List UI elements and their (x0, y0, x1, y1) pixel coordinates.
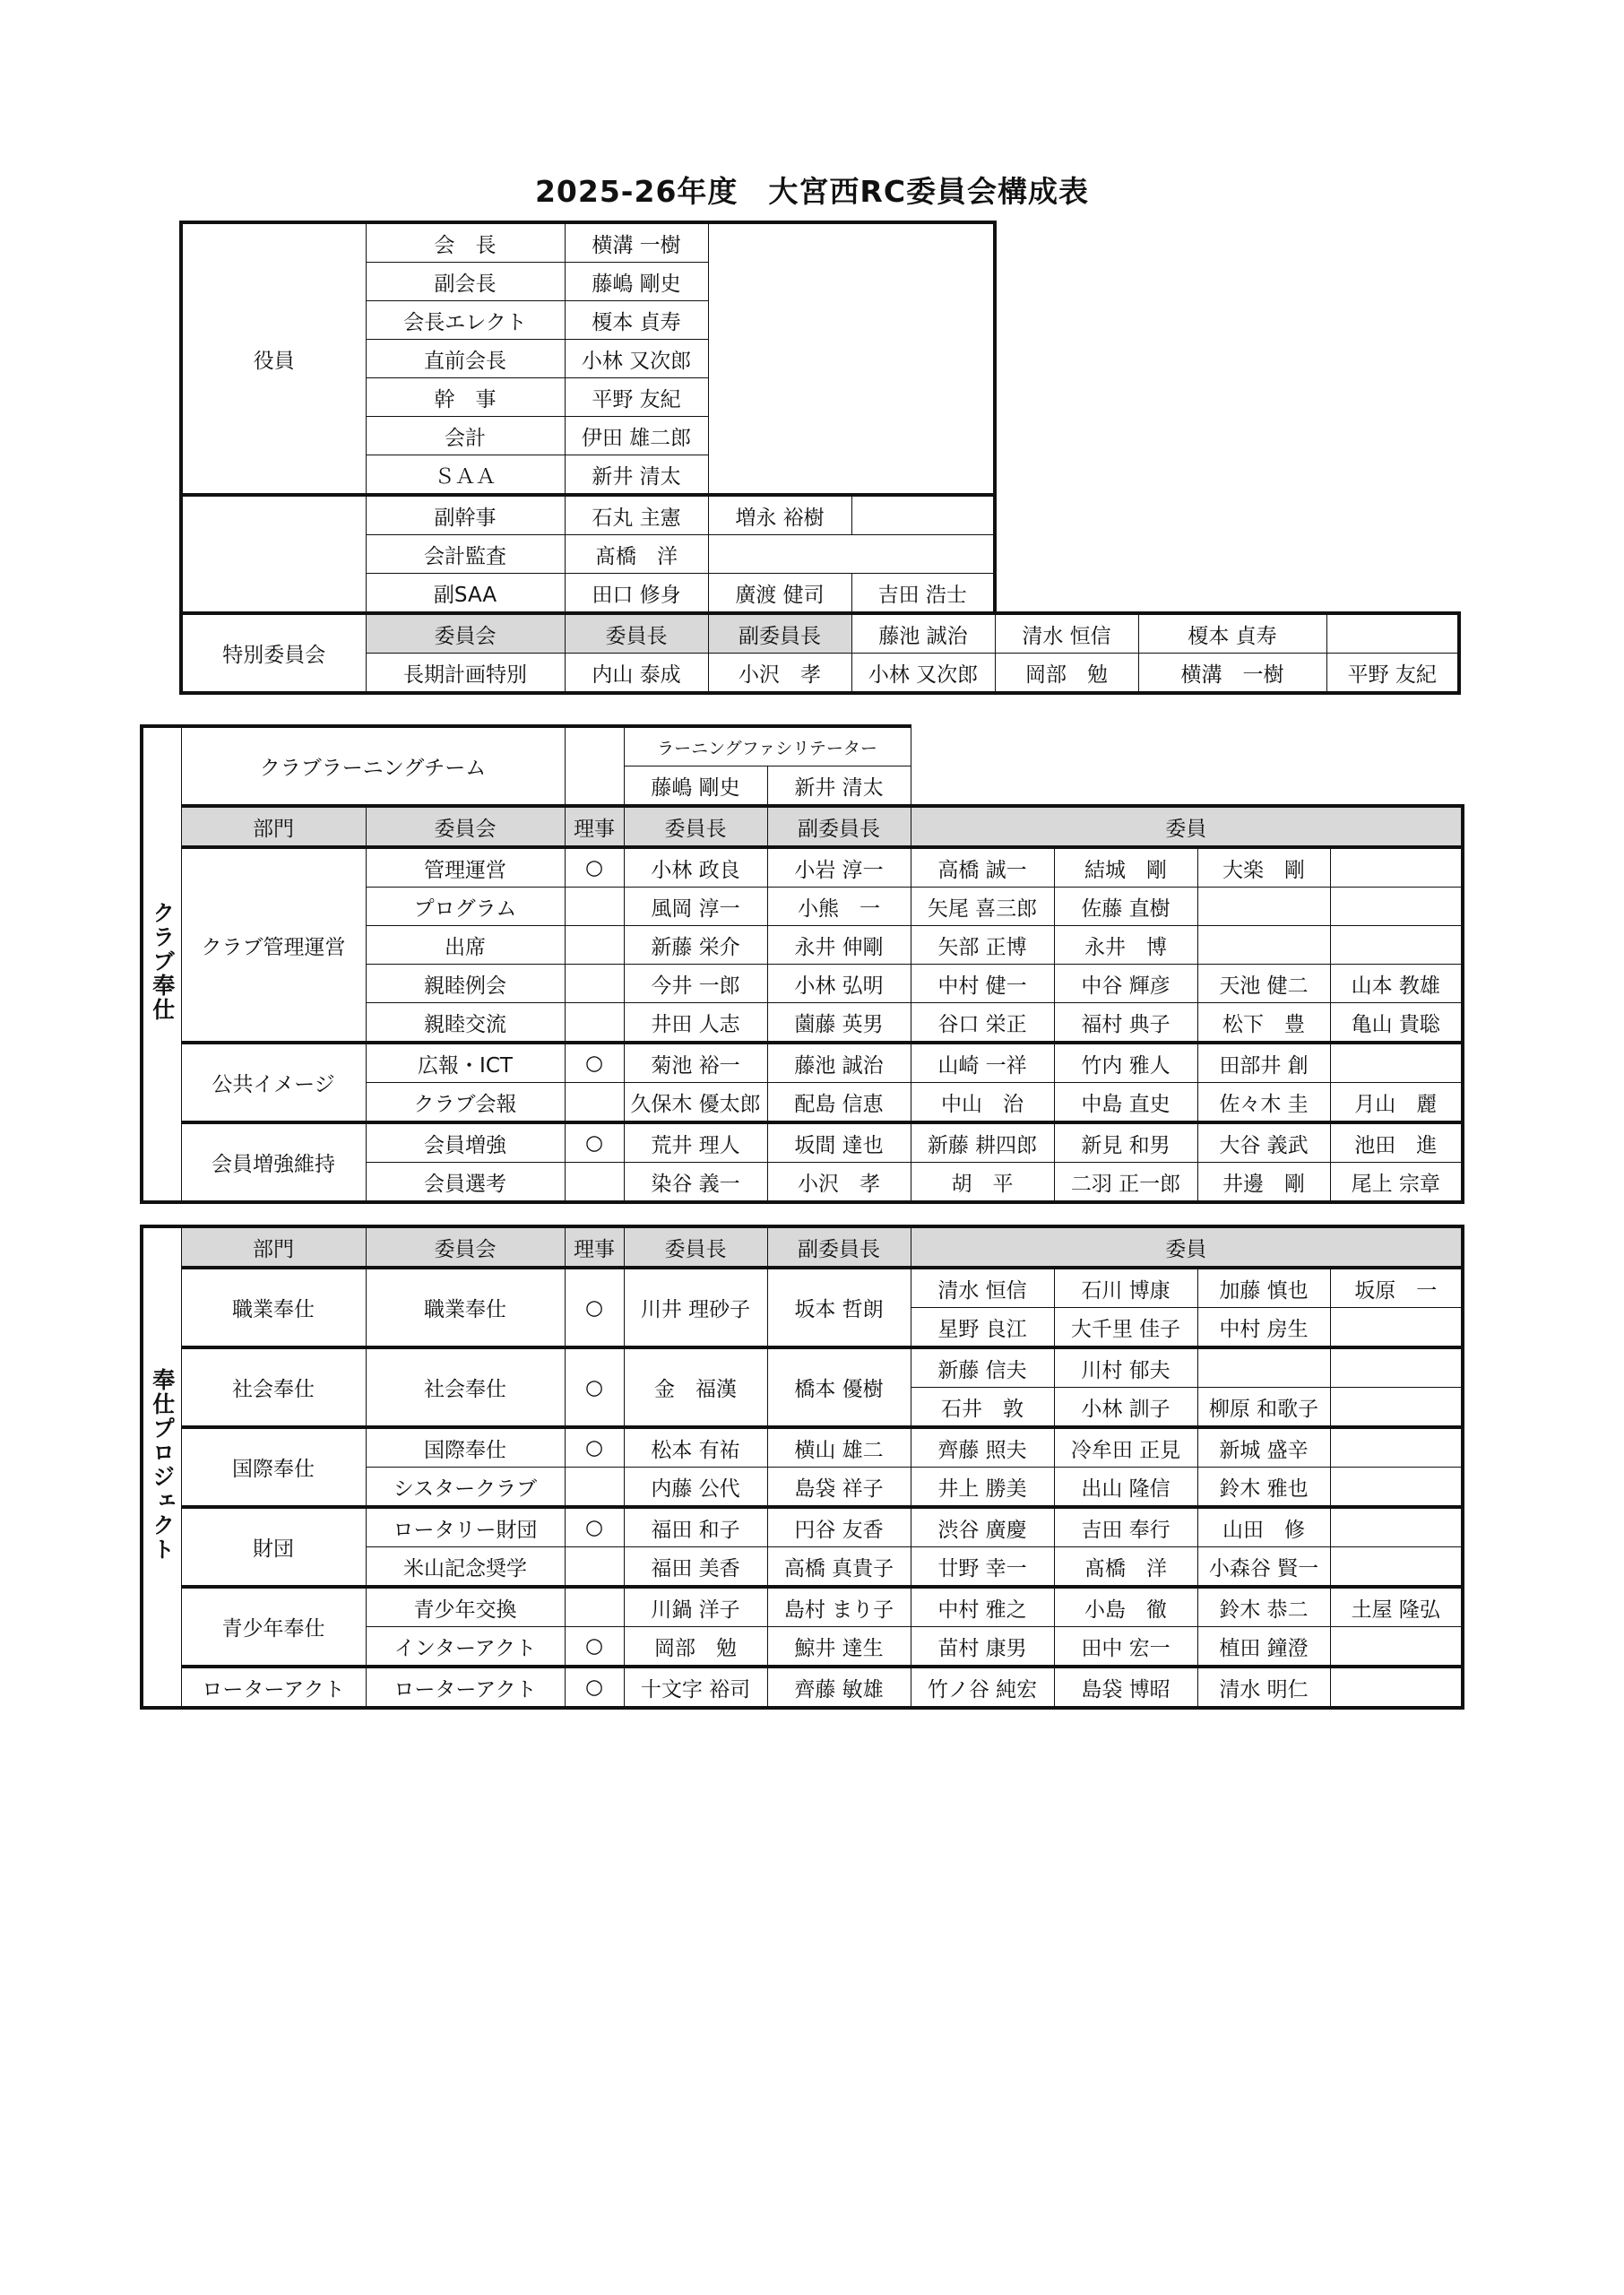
committee-row (142, 1427, 1463, 1468)
committee-name: 社会奉仕 (366, 1347, 565, 1427)
header-row (142, 1226, 1463, 1268)
deputy-role: 副幹事 (366, 495, 565, 535)
member-name: 佐藤 直樹 (1054, 888, 1197, 926)
member-name (1330, 1667, 1463, 1708)
member-name: 福村 典子 (1054, 1003, 1197, 1044)
member-name (1330, 1507, 1463, 1547)
member-name (1197, 926, 1330, 965)
column-header: 理事 (565, 1226, 624, 1268)
spacer (995, 535, 1459, 574)
member-name (1330, 847, 1463, 888)
spacer (995, 222, 1459, 495)
member-name: 川村 郁夫 (1054, 1347, 1197, 1388)
chair-name: 風岡 淳一 (624, 888, 767, 926)
member-name: 永井 博 (1054, 926, 1197, 965)
deputy-row (181, 495, 1459, 535)
committee-row (142, 1347, 1463, 1388)
member-name: 佐々木 圭 (1197, 1083, 1330, 1123)
vice-chair-name: 小岩 淳一 (767, 847, 911, 888)
column-header: 委員会 (366, 1226, 565, 1268)
vice-chair-name: 島袋 祥子 (767, 1468, 911, 1508)
member-name: 竹内 雅人 (1054, 1043, 1197, 1083)
member-name: 吉田 奉行 (1054, 1507, 1197, 1547)
officer-name: 新井 清太 (565, 455, 708, 496)
member-name: 新見 和男 (1054, 1122, 1197, 1163)
member-name: 胡 平 (911, 1163, 1054, 1203)
spacer (911, 726, 1463, 806)
vice-chair-name: 藤池 誠治 (767, 1043, 911, 1083)
officer-name: 平野 友紀 (565, 378, 708, 417)
member-name: 岡部 勉 (995, 654, 1138, 694)
board-mark (565, 926, 624, 965)
committee-row (142, 1667, 1463, 1708)
member-name (1330, 888, 1463, 926)
committee-name: 長期計画特別 (366, 654, 565, 694)
department-name: 会員増強維持 (181, 1122, 366, 1202)
department-name: クラブ管理運営 (181, 847, 366, 1043)
deputy-name: 増永 裕樹 (708, 495, 851, 535)
page-title: 2025-26年度 大宮西RC委員会構成表 (534, 174, 1090, 209)
officers-group-label: 役員 (181, 222, 366, 495)
officer-role: ＳＡＡ (366, 455, 565, 496)
blank-cell (565, 726, 624, 806)
committee-name: インターアクト (366, 1627, 565, 1667)
column-header: 委員長 (565, 613, 708, 654)
board-mark (565, 965, 624, 1003)
board-mark: ○ (565, 1667, 624, 1708)
committee-row (142, 847, 1463, 888)
facilitator-name: 藤嶋 剛史 (624, 766, 767, 807)
chair-name: 川井 理砂子 (624, 1268, 767, 1347)
officer-name: 横溝 一樹 (565, 222, 708, 263)
officer-name: 榎本 貞寿 (565, 301, 708, 340)
committee-row (142, 1507, 1463, 1547)
board-mark (565, 1547, 624, 1588)
committee-row (142, 1122, 1463, 1163)
board-mark: ○ (565, 1427, 624, 1468)
vice-chair-name: 橋本 優樹 (767, 1347, 911, 1427)
chair-name: 福田 美香 (624, 1547, 767, 1588)
committee-name: 米山記念奨学 (366, 1547, 565, 1588)
member-name: 中山 治 (911, 1083, 1054, 1123)
officer-role: 副会長 (366, 263, 565, 301)
board-mark: ○ (565, 1627, 624, 1667)
member-name: 平野 友紀 (1326, 654, 1459, 694)
vice-chair-name: 坂間 達也 (767, 1122, 911, 1163)
board-mark: ○ (565, 1043, 624, 1083)
chair-name: 十文字 裕司 (624, 1667, 767, 1708)
member-name: 渋谷 廣慶 (911, 1507, 1054, 1547)
committee-name: ローターアクト (366, 1667, 565, 1708)
deputy-name: 廣渡 健司 (708, 574, 851, 614)
department-name: ローターアクト (181, 1667, 366, 1708)
column-header: 委員 (911, 1226, 1463, 1268)
vice-chair-name: 坂本 哲朗 (767, 1268, 911, 1347)
member-name: 亀山 貴聡 (1330, 1003, 1463, 1044)
member-name: 中村 健一 (911, 965, 1054, 1003)
member-name: 中谷 輝彦 (1054, 965, 1197, 1003)
committee-name: 国際奉仕 (366, 1427, 565, 1468)
chair-name: 久保木 優太郎 (624, 1083, 767, 1123)
club-service-section (140, 724, 1464, 1204)
officer-name: 藤嶋 剛史 (565, 263, 708, 301)
member-name (1330, 1427, 1463, 1468)
officers-section (179, 221, 1461, 695)
member-name: 天池 健二 (1197, 965, 1330, 1003)
member-name: 鈴木 恭二 (1197, 1587, 1330, 1627)
column-header: 理事 (565, 806, 624, 847)
member-name: 大千里 佳子 (1054, 1308, 1197, 1348)
member-name: 清水 恒信 (995, 613, 1138, 654)
officer-name: 伊田 雄二郎 (565, 417, 708, 455)
vice-chair-name: 小沢 孝 (767, 1163, 911, 1203)
member-name: 坂原 一 (1330, 1268, 1463, 1308)
member-name: 髙橋 洋 (1054, 1547, 1197, 1588)
club-service-table (140, 724, 1464, 1204)
vice-chair-name: 円谷 友香 (767, 1507, 911, 1547)
member-name (1330, 1347, 1463, 1388)
member-name (1197, 888, 1330, 926)
member-name (1330, 926, 1463, 965)
learning-row (142, 726, 1463, 766)
deputy-row (181, 574, 1459, 614)
committee-name: クラブ会報 (366, 1083, 565, 1123)
column-header: 副委員長 (767, 806, 911, 847)
board-mark (565, 1163, 624, 1203)
officer-role: 会 長 (366, 222, 565, 263)
member-name: 山崎 一祥 (911, 1043, 1054, 1083)
chair-name: 川鍋 洋子 (624, 1587, 767, 1627)
chair-name: 荒井 理人 (624, 1122, 767, 1163)
chair-name: 内藤 公代 (624, 1468, 767, 1508)
deputy-name: 石丸 主憲 (565, 495, 708, 535)
facilitator-name: 新井 清太 (767, 766, 911, 807)
member-name (1326, 613, 1459, 654)
officer-row (181, 222, 1459, 263)
chair-name: 内山 泰成 (565, 654, 708, 694)
committee-name: 親睦交流 (366, 1003, 565, 1044)
vice-chair-name: 小熊 一 (767, 888, 911, 926)
chair-name: 井田 人志 (624, 1003, 767, 1044)
member-name: 中村 房生 (1197, 1308, 1330, 1348)
member-name: 鈴木 雅也 (1197, 1468, 1330, 1508)
member-name: 加藤 慎也 (1197, 1268, 1330, 1308)
service-project-section (140, 1225, 1464, 1710)
member-name: 二羽 正一郎 (1054, 1163, 1197, 1203)
member-name: 竹ノ谷 純宏 (911, 1667, 1054, 1708)
member-name: 横溝 一樹 (1138, 654, 1326, 694)
member-name (1330, 1308, 1463, 1348)
member-name: 新城 盛辛 (1197, 1427, 1330, 1468)
member-name: 矢部 正博 (911, 926, 1054, 965)
member-name: 矢尾 喜三郎 (911, 888, 1054, 926)
member-name: 清水 恒信 (911, 1268, 1054, 1308)
member-name: 石川 博康 (1054, 1268, 1197, 1308)
deputy-name: 髙橋 洋 (565, 535, 708, 574)
member-name: 冷牟田 正見 (1054, 1427, 1197, 1468)
member-name: 小林 訓子 (1054, 1388, 1197, 1428)
member-name: 柳原 和歌子 (1197, 1388, 1330, 1428)
department-name: 国際奉仕 (181, 1427, 366, 1507)
officers-table (179, 221, 1461, 695)
deputy-role: 会計監査 (366, 535, 565, 574)
committee-name: 管理運営 (366, 847, 565, 888)
board-mark: ○ (565, 1347, 624, 1427)
member-name: 松下 豊 (1197, 1003, 1330, 1044)
member-name: 石井 敦 (911, 1388, 1054, 1428)
column-header: 委員 (911, 806, 1463, 847)
member-name: 植田 鐘澄 (1197, 1627, 1330, 1667)
member-name: 山本 教雄 (1330, 965, 1463, 1003)
officer-role: 会計 (366, 417, 565, 455)
vice-chair-name: 配島 信恵 (767, 1083, 911, 1123)
member-name: 清水 明仁 (1197, 1667, 1330, 1708)
vice-chair-name: 薗藤 英男 (767, 1003, 911, 1044)
committee-name: 会員増強 (366, 1122, 565, 1163)
vice-chair-name: 高橋 真貴子 (767, 1547, 911, 1588)
board-mark: ○ (565, 847, 624, 888)
member-name: 尾上 宗章 (1330, 1163, 1463, 1203)
vice-chair-name: 永井 伸剛 (767, 926, 911, 965)
vice-chair-name: 島村 まり子 (767, 1587, 911, 1627)
member-name: 出山 隆信 (1054, 1468, 1197, 1508)
member-name: 新藤 耕四郎 (911, 1122, 1054, 1163)
department-name: 職業奉仕 (181, 1268, 366, 1347)
column-header: 副委員長 (708, 613, 851, 654)
deputy-name: 田口 修身 (565, 574, 708, 614)
committee-name: 親睦例会 (366, 965, 565, 1003)
member-name: 新藤 信夫 (911, 1347, 1054, 1388)
member-name: 結城 剛 (1054, 847, 1197, 888)
member-name: 池田 進 (1330, 1122, 1463, 1163)
deputies-group-label (181, 495, 366, 613)
department-name: 青少年奉仕 (181, 1587, 366, 1667)
vice-chair-name: 小林 弘明 (767, 965, 911, 1003)
vice-chair-name: 齊藤 敏雄 (767, 1667, 911, 1708)
member-name: 月山 麗 (1330, 1083, 1463, 1123)
column-header: 委員長 (624, 1226, 767, 1268)
member-name: 星野 良江 (911, 1308, 1054, 1348)
facilitator-header: ラーニングファシリテーター (624, 726, 911, 766)
chair-name: 新藤 栄介 (624, 926, 767, 965)
officer-role: 会長エレクト (366, 301, 565, 340)
special-row (181, 654, 1459, 694)
member-name: 大楽 剛 (1197, 847, 1330, 888)
member-name: 小島 徹 (1054, 1587, 1197, 1627)
committee-row (142, 1587, 1463, 1627)
chair-name: 菊池 裕一 (624, 1043, 767, 1083)
member-name: 田中 宏一 (1054, 1627, 1197, 1667)
member-name: 小林 又次郎 (851, 654, 995, 694)
member-name: 高橋 誠一 (911, 847, 1054, 888)
department-name: 財団 (181, 1507, 366, 1587)
section-side-text: クラブ奉仕 (149, 901, 176, 1022)
learning-team-label: クラブラーニングチーム (181, 726, 565, 806)
member-name: 廿野 幸一 (911, 1547, 1054, 1588)
chair-name: 福田 和子 (624, 1507, 767, 1547)
department-name: 公共イメージ (181, 1043, 366, 1122)
member-name: 谷口 栄正 (911, 1003, 1054, 1044)
chair-name: 松本 有祐 (624, 1427, 767, 1468)
chair-name: 小林 政良 (624, 847, 767, 888)
vice-chair-name: 横山 雄二 (767, 1427, 911, 1468)
vice-chair-name: 鯨井 達生 (767, 1627, 911, 1667)
board-mark: ○ (565, 1268, 624, 1347)
committee-name: 職業奉仕 (366, 1268, 565, 1347)
board-mark (565, 1083, 624, 1123)
department-name: 社会奉仕 (181, 1347, 366, 1427)
member-name: 井上 勝美 (911, 1468, 1054, 1508)
member-name: 大谷 義武 (1197, 1122, 1330, 1163)
header-row (142, 806, 1463, 847)
special-header-row (181, 613, 1459, 654)
board-mark: ○ (565, 1507, 624, 1547)
member-name: 山田 修 (1197, 1507, 1330, 1547)
member-name (1330, 1547, 1463, 1588)
member-name: 小森谷 賢一 (1197, 1547, 1330, 1588)
committee-name: プログラム (366, 888, 565, 926)
officers-blank-area (708, 222, 995, 495)
member-name: 中村 雅之 (911, 1587, 1054, 1627)
column-header: 委員会 (366, 806, 565, 847)
board-mark (565, 1468, 624, 1508)
officer-role: 幹 事 (366, 378, 565, 417)
column-header: 委員長 (624, 806, 767, 847)
column-header: 委員会 (366, 613, 565, 654)
officer-role: 直前会長 (366, 340, 565, 378)
chair-name: 今井 一郎 (624, 965, 767, 1003)
blank-cell (851, 495, 995, 535)
chair-name: 染谷 義一 (624, 1163, 767, 1203)
member-name (1330, 1043, 1463, 1083)
member-name: 齊藤 照夫 (911, 1427, 1054, 1468)
committee-name: 広報・ICT (366, 1043, 565, 1083)
board-mark: ○ (565, 1122, 624, 1163)
deputy-name: 吉田 浩士 (851, 574, 995, 614)
service-project-table (140, 1225, 1464, 1710)
member-name: 藤池 誠治 (851, 613, 995, 654)
committee-name: 青少年交換 (366, 1587, 565, 1627)
member-name: 島袋 博昭 (1054, 1667, 1197, 1708)
member-name: 苗村 康男 (911, 1627, 1054, 1667)
member-name (1330, 1627, 1463, 1667)
member-name (1330, 1468, 1463, 1508)
committee-row (142, 1268, 1463, 1308)
board-mark (565, 1587, 624, 1627)
blank-cell (708, 535, 995, 574)
vice-chair-name: 小沢 孝 (708, 654, 851, 694)
deputy-role: 副SAA (366, 574, 565, 614)
column-header: 部門 (181, 1226, 366, 1268)
section-side-label (142, 1226, 181, 1708)
committee-row (142, 1043, 1463, 1083)
member-name: 井邊 剛 (1197, 1163, 1330, 1203)
board-mark (565, 888, 624, 926)
member-name (1330, 1388, 1463, 1428)
committee-name: 会員選考 (366, 1163, 565, 1203)
column-header: 副委員長 (767, 1226, 911, 1268)
committee-name: シスタークラブ (366, 1468, 565, 1508)
spacer (995, 495, 1459, 535)
member-name (1197, 1347, 1330, 1388)
special-group-label: 特別委員会 (181, 613, 366, 693)
committee-name: ロータリー財団 (366, 1507, 565, 1547)
member-name: 土屋 隆弘 (1330, 1587, 1463, 1627)
deputy-row (181, 535, 1459, 574)
officer-name: 小林 又次郎 (565, 340, 708, 378)
section-side-text: 奉仕プロジェクト (149, 1367, 176, 1562)
member-name: 田部井 創 (1197, 1043, 1330, 1083)
committee-name: 出席 (366, 926, 565, 965)
section-side-label (142, 726, 181, 1202)
column-header: 部門 (181, 806, 366, 847)
spacer (995, 574, 1459, 614)
member-name: 榎本 貞寿 (1138, 613, 1326, 654)
board-mark (565, 1003, 624, 1044)
chair-name: 岡部 勉 (624, 1627, 767, 1667)
member-name: 中島 直史 (1054, 1083, 1197, 1123)
chair-name: 金 福漢 (624, 1347, 767, 1427)
